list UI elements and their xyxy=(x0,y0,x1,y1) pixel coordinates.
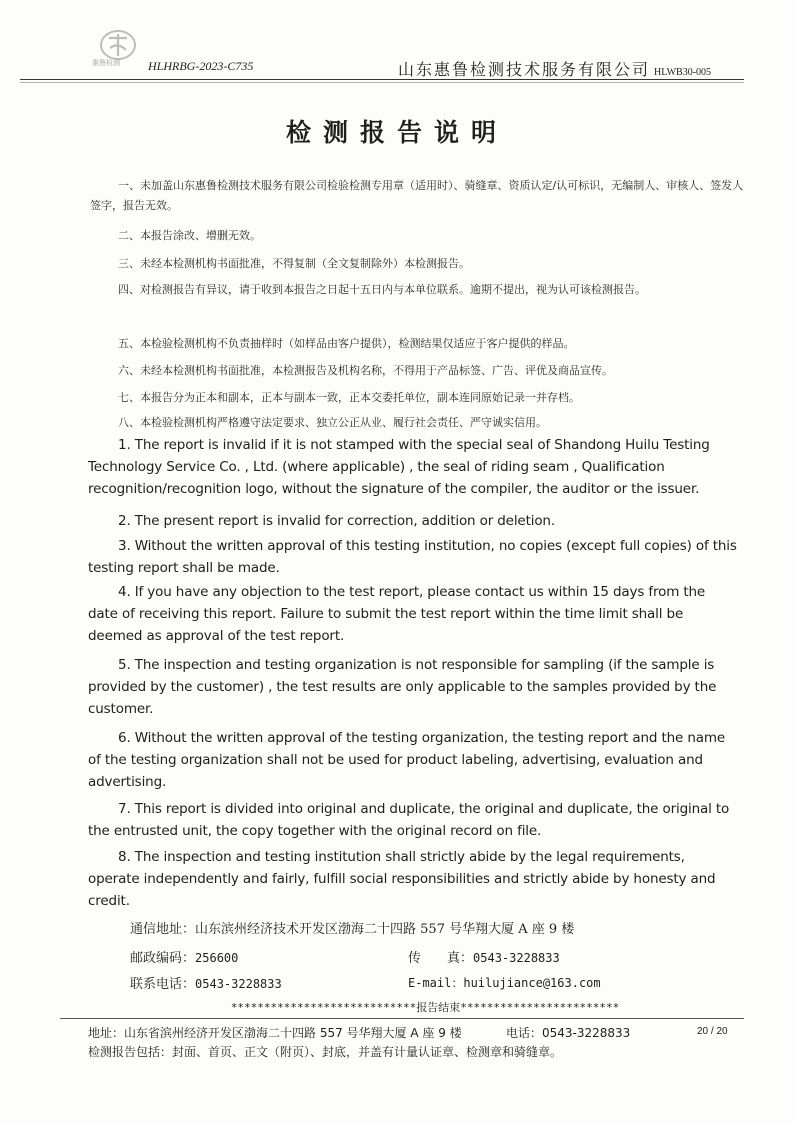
note-zh-8: 八、本检验检测机构严格遵守法定要求、独立公正从业、履行社会责任、严守诚实信用。 xyxy=(118,416,547,429)
contact-email xyxy=(408,974,601,991)
note-en-8: 8. The inspection and testing institution shall strictly abide by the legal requirements, operate independently and fairly, fulfill social responsibilities and strictly abide by honesty and credit. xyxy=(88,849,716,909)
contact-postal xyxy=(130,947,238,966)
phone-value: 0543-3228833 xyxy=(195,977,282,991)
note-en-3: 3. Without the written approval of this testing institution, no copies (except full copies) of this testing report shall be made. xyxy=(88,538,737,576)
header-divider xyxy=(20,79,744,80)
fax-value: 0543-3228833 xyxy=(473,951,560,965)
page-number: 20 / 20 xyxy=(697,1026,728,1037)
form-code: HLWB30-005 xyxy=(654,67,712,78)
postal-value: 256600 xyxy=(195,951,239,965)
note-zh-1: 一、未加盖山东惠鲁检测技术服务有限公司检验检测专用章（适用时）、骑缝章、资质认定/认可标识，无编制人、审核人、签发人签字，报告无效。 xyxy=(90,179,744,212)
phone-label: 联系电话： xyxy=(130,977,196,992)
note-zh-2: 二、本报告涂改、增删无效。 xyxy=(118,229,261,242)
report-end-marker: ****************************报告结束************************ xyxy=(230,1001,620,1014)
note-en-4: 4. If you have any objection to the test report, please contact us within 15 days from the date of receiving this report. Failure to submit the test report within the time limit shall be deemed as approval of the test report. xyxy=(88,584,706,644)
footer-address: 地址：山东省滨州经济开发区渤海二十四路 557 号华翔大厦 A 座 9 楼 xyxy=(88,1026,462,1040)
report-number: HLHRBG-2023-C735 xyxy=(148,59,254,73)
note-en-5: 5. The inspection and testing organization is not responsible for sampling (if the sample is provided by the customer) , the test results are only applicable to the samples provided by the customer. xyxy=(88,657,717,717)
contact-address xyxy=(130,918,574,937)
footer-divider xyxy=(60,1018,744,1019)
page-title: 检测报告说明 xyxy=(285,118,508,147)
note-zh-6: 六、未经本检测机构书面批准，本检测报告及机构名称，不得用于产品标签、广告、评优及商品宣传。 xyxy=(118,364,613,377)
email-value: huilujiance@163.com xyxy=(463,976,601,990)
fax-label: 传 真： xyxy=(408,951,474,966)
contact-fax xyxy=(408,947,560,966)
note-en-2: 2. The present report is invalid for correction, addition or deletion. xyxy=(118,513,555,529)
postal-label: 邮政编码： xyxy=(130,951,196,966)
note-en-1: 1. The report is invalid if it is not stamped with the special seal of Shandong Huilu Testing Technology Service Co. , Ltd. (where applicable) , the seal of riding seam , Qualification recognition/recognition logo, without the signature of the compiler, the auditor or the issuer. xyxy=(88,437,710,497)
note-zh-7: 七、本报告分为正本和副本，正本与副本一致，正本交委托单位，副本连同原始记录一并存档。 xyxy=(118,391,580,404)
footer-contents-note: 检测报告包括：封面、首页、正文（附页）、封底，并盖有计量认证章、检测章和骑缝章。 xyxy=(88,1045,563,1059)
company-name: 山东惠鲁检测技术服务有限公司 xyxy=(398,60,651,79)
header-divider-thin xyxy=(20,82,744,83)
address-value: 山东滨州经济技术开发区渤海二十四路 557 号华翔大厦 A 座 9 楼 xyxy=(195,922,575,937)
note-zh-4: 四、对检测报告有异议，请于收到本报告之日起十五日内与本单位联系。逾期不提出，视为认可该检测报告。 xyxy=(118,283,646,296)
note-en-7: 7. This report is divided into original and duplicate, the original and duplicate, the original to the entrusted unit, the copy together with the original record on file. xyxy=(88,801,730,839)
address-label: 通信地址： xyxy=(130,922,196,937)
logo-caption: 惠鲁检测 xyxy=(92,59,120,67)
note-zh-5: 五、本检验检测机构不负责抽样时（如样品由客户提供），检测结果仅适应于客户提供的样品。 xyxy=(118,337,575,350)
note-zh-3: 三、未经本检测机构书面批准，不得复制（全文复制除外）本检测报告。 xyxy=(118,257,470,270)
note-en-6: 6. Without the written approval of the testing organization, the testing report and the name of the testing organization shall not be used for product labeling, advertising, evaluation and advertising. xyxy=(88,730,726,790)
contact-phone xyxy=(130,973,282,992)
footer-phone: 电话：0543-3228833 xyxy=(506,1026,631,1040)
email-label: E-mail： xyxy=(408,976,464,990)
